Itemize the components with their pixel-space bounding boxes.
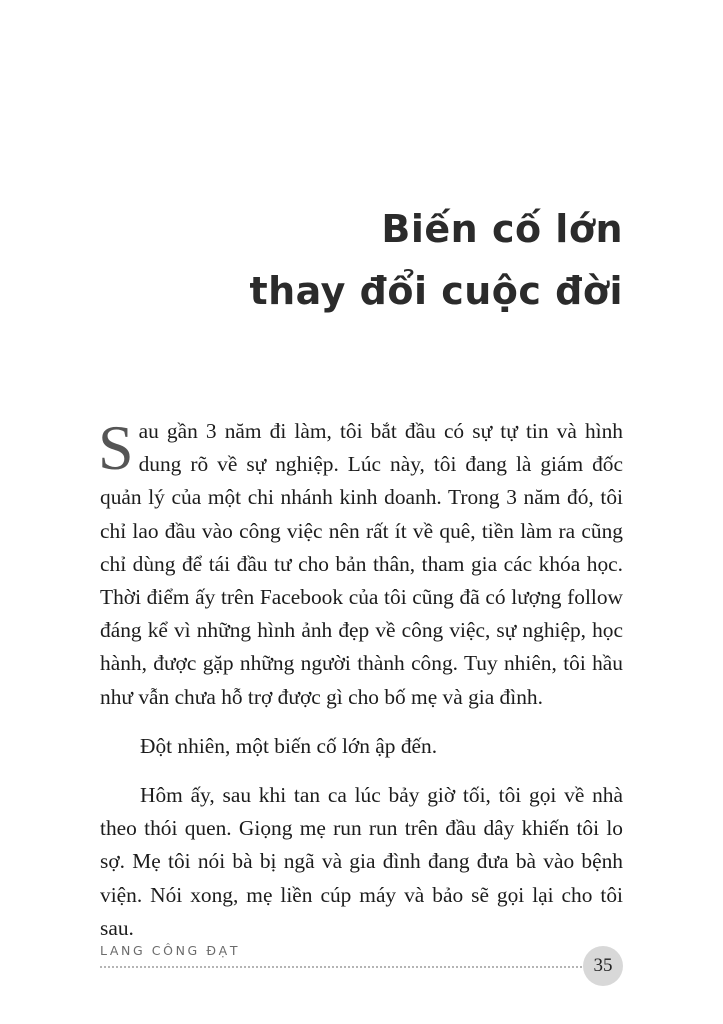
drop-cap: S — [98, 412, 134, 483]
footer-dotted-rule — [100, 966, 586, 968]
chapter-title-line-1: Biến cố lớn — [381, 207, 623, 251]
paragraph-2: Đột nhiên, một biến cố lớn ập đến. — [140, 733, 438, 758]
page-number-badge: 35 — [583, 946, 623, 986]
paragraph-1 — [98, 412, 623, 714]
paragraph-3: Hôm ấy, sau khi tan ca lúc bảy giờ tối, tôi gọi về nhà theo thói quen. Giọng mẹ run run trên đầu dây khiến tôi lo sợ. Mẹ tôi nói bà bị ngã và gia đình đang đưa bà vào bệnh viện. Nói xong, mẹ liền cúp máy và bảo sẽ gọi lại cho tôi sau. — [100, 783, 623, 940]
paragraph-1-text: au gần 3 năm đi làm, tôi bắt đầu có sự tự tin và hình dung rõ về sự nghiệp. Lúc này, tôi đang là giám đốc quản lý của một chi nhánh kinh doanh. Trong 3 năm đó, tôi chỉ lao đầu vào công việc nên rất ít về quê, tiền làm ra cũng chỉ dùng để tái đầu tư cho bản thân, tham gia các khóa học. Thời điểm ấy trên Facebook của tôi cũng đã có lượng follow đáng kể vì những hình ảnh đẹp về công việc, sự nghiệp, học hành, được gặp những người thành công. Tuy nhiên, tôi hầu như vẫn chưa hỗ trợ được gì cho bố mẹ và gia đình. — [100, 419, 623, 709]
chapter-title-line-2: thay đổi cuộc đời — [249, 269, 623, 313]
running-footer-author: LANG CÔNG ĐẠT — [100, 943, 241, 958]
chapter-body — [98, 412, 623, 961]
chapter-title — [249, 198, 623, 322]
